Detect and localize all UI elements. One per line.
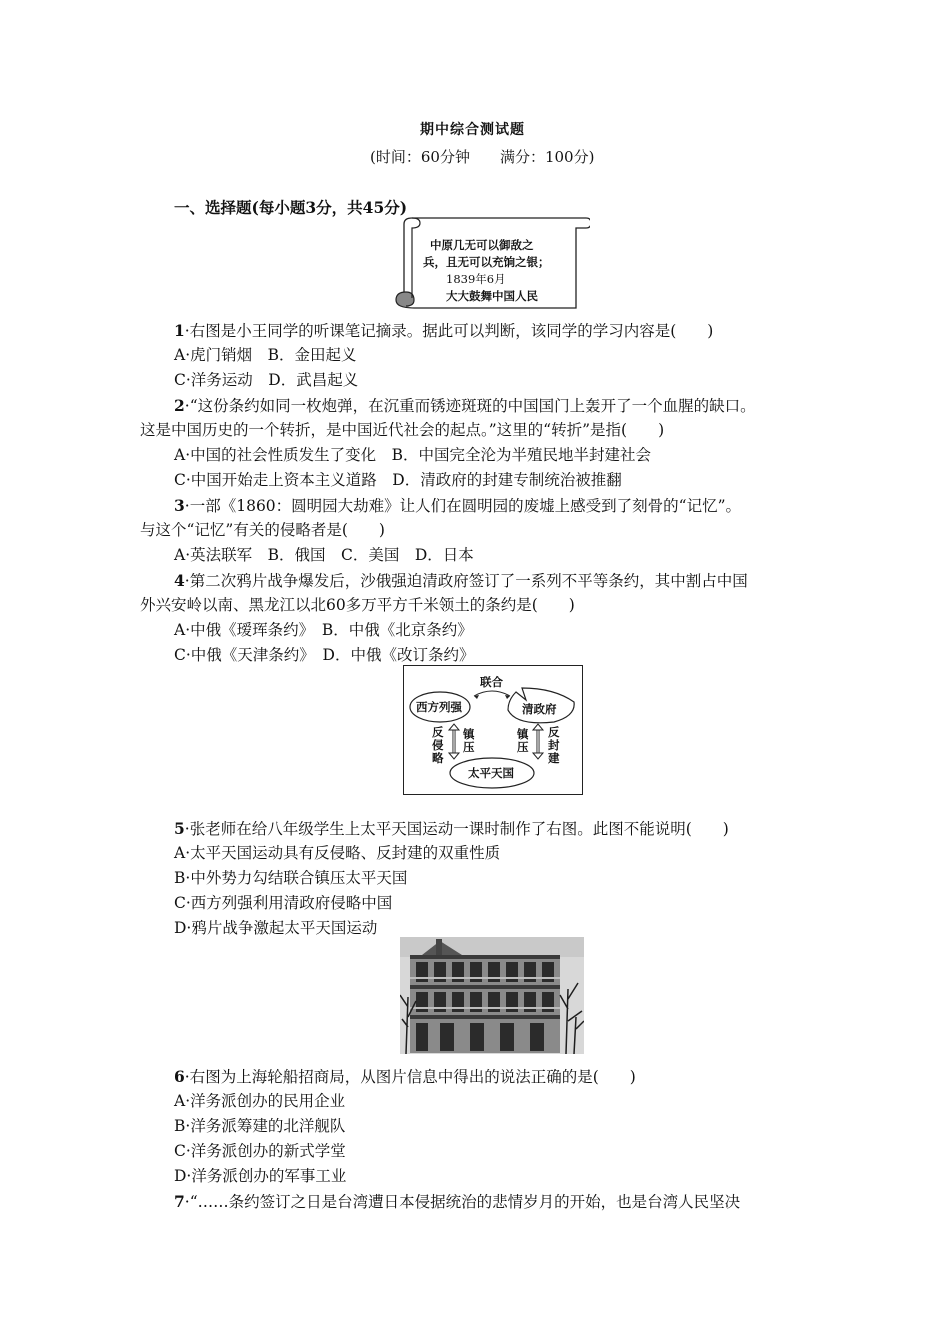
- question-4-options-ab: A·中俄《瑷珲条约》 B．中俄《北京条约》: [174, 621, 473, 639]
- building-photo: [400, 937, 584, 1054]
- page-title: 期中综合测试题: [420, 122, 525, 138]
- question-6-option-c: C·洋务派创办的新式学堂: [174, 1142, 346, 1160]
- question-number: 1: [174, 321, 185, 340]
- label-alliance: 联合: [480, 675, 503, 689]
- question-number: 4: [174, 571, 185, 590]
- question-3-stem: [174, 493, 741, 519]
- node-qing-government: 清政府: [522, 702, 557, 716]
- question-5-option-a: A·太平天国运动具有反侵略、反封建的双重性质: [174, 844, 501, 862]
- question-2-stem-cont: 这是中国历史的一个转折，是中国近代社会的起点。”这里的“转折”是指( ): [140, 421, 665, 439]
- question-text: ·“这份条约如同一枚炮弹，在沉重而锈迹斑斑的中国国门上轰开了一个血腥的缺口。: [184, 397, 756, 415]
- question-1-options-cd: C·洋务运动 D．武昌起义: [174, 371, 359, 389]
- section-heading: [174, 196, 407, 218]
- question-4-stem-cont: 外兴安岭以南、黑龙江以北60多万平方千米领土的条约是( ): [140, 596, 575, 614]
- question-3-stem-cont: 与这个“记忆”有关的侵略者是( ): [140, 521, 385, 539]
- exam-info: (时间：60分钟 满分：100分): [370, 148, 595, 166]
- question-text: ·一部《1860：圆明园大劫难》让人们在圆明园的废墟上感受到了刻骨的“记忆”。: [184, 497, 742, 515]
- label-anti-feudal: 反封建: [548, 725, 560, 765]
- section-heading-suffix: 分): [384, 198, 408, 217]
- question-text: ·第二次鸦片战争爆发后，沙俄强迫清政府签订了一系列不平等条约，其中割占中国: [184, 572, 748, 590]
- shanghai-merchants-steam-navigation-photo: [400, 937, 584, 1054]
- question-text: ·张老师在给八年级学生上太平天国运动一课时制作了右图。此图不能说明( ): [184, 820, 729, 838]
- section-heading-prefix: 一、选择题(每小题: [174, 198, 306, 217]
- question-2-options-cd: C·中国开始走上资本主义道路 D．清政府的封建专制统治被推翻: [174, 471, 622, 489]
- question-4-stem: [174, 568, 748, 594]
- taiping-relation-diagram: [403, 665, 583, 795]
- question-number: 7: [174, 1192, 185, 1211]
- question-7-stem: [174, 1189, 740, 1215]
- question-1-options-ab: A·虎门销烟 B．金田起义: [174, 346, 357, 364]
- scroll-note-figure: [390, 212, 590, 312]
- section-heading-total: 45: [362, 198, 385, 217]
- question-text: ·右图是小王同学的听课笔记摘录。据此可以判断，该同学的学习内容是( ): [184, 322, 714, 340]
- question-number: 6: [174, 1067, 185, 1086]
- question-6-option-b: B·洋务派筹建的北洋舰队: [174, 1117, 346, 1135]
- section-heading-mid: 分，共: [316, 198, 363, 217]
- question-6-option-d: D·洋务派创办的军事工业: [174, 1167, 347, 1185]
- label-suppress-left: 镇压: [463, 727, 475, 754]
- scroll-line-4: 大大鼓舞中国人民: [446, 289, 538, 303]
- question-5-option-d: D·鸦片战争激起太平天国运动: [174, 919, 378, 937]
- question-5-stem: [174, 816, 729, 842]
- question-text: ·“……条约签订之日是台湾遭日本侵据统治的悲情岁月的开始，也是台湾人民坚决: [184, 1193, 741, 1211]
- label-suppress-right: 镇压: [517, 727, 529, 754]
- question-6-option-a: A·洋务派创办的民用企业: [174, 1092, 346, 1110]
- scroll-line-1: 中原几无可以御敌之: [430, 238, 534, 252]
- question-text: ·右图为上海轮船招商局，从图片信息中得出的说法正确的是( ): [184, 1068, 636, 1086]
- question-6-stem: [174, 1064, 636, 1090]
- scroll-line-2: 兵，且无可以充饷之银；: [423, 255, 550, 269]
- question-2-options-ab: A·中国的社会性质发生了变化 B．中国完全沦为半殖民地半封建社会: [174, 446, 652, 464]
- scroll-line-3: 1839年6月: [446, 272, 506, 286]
- section-heading-points: 3: [305, 198, 317, 217]
- question-3-options: A·英法联军 B．俄国 C．美国 D．日本: [174, 546, 474, 564]
- label-anti-aggression: 反侵略: [432, 725, 444, 765]
- question-number: 3: [174, 496, 185, 515]
- question-4-options-cd: C·中俄《天津条约》 D．中俄《改订条约》: [174, 646, 475, 664]
- question-number: 5: [174, 819, 185, 838]
- question-5-option-c: C·西方列强利用清政府侵略中国: [174, 894, 393, 912]
- question-1-stem: [174, 318, 713, 344]
- question-2-stem: [174, 393, 756, 419]
- node-taiping: 太平天国: [468, 766, 514, 780]
- node-western-powers: 西方列强: [416, 700, 462, 714]
- question-5-option-b: B·中外势力勾结联合镇压太平天国: [174, 869, 408, 887]
- question-number: 2: [174, 396, 185, 415]
